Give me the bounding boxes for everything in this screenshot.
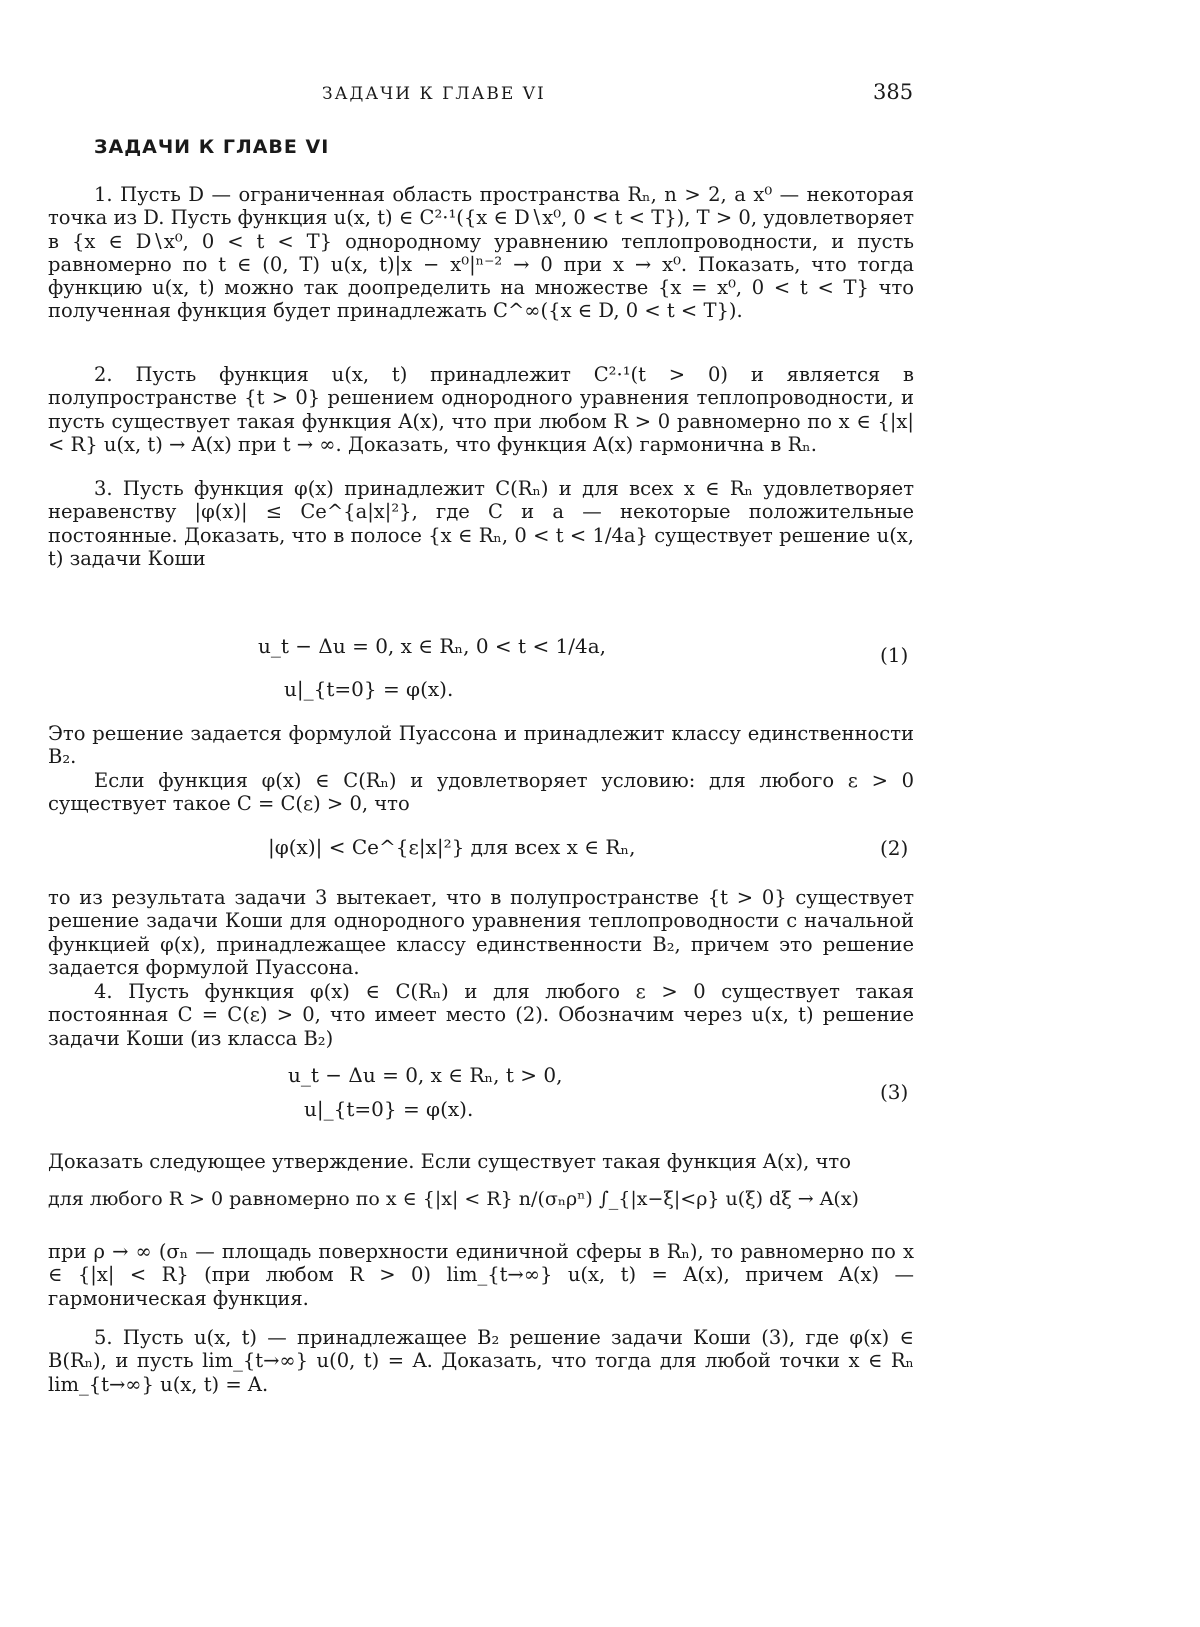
- page-number: 385: [873, 80, 913, 104]
- problem-2: 2. Пусть функция u(x, t) принадлежит C²·¹(t > 0) и является в полупространстве {t > 0} решением однородного уравнения теплопроводности, и пусть существует такая функция A(x), что при любом R > 0 равномерно по x ∈ {|x| < R} u(x, t) → A(x) при t → ∞. Доказать, что функция A(x) гармонична в Rₙ.: [48, 363, 914, 456]
- equation-1-line-1: u_t − Δu = 0, x ∈ Rₙ, 0 < t < 1/4a,: [258, 633, 606, 659]
- equation-3-number: (3): [880, 1080, 908, 1104]
- running-title: ЗАДАЧИ К ГЛАВЕ VI: [322, 84, 546, 104]
- running-header: [0, 80, 1200, 110]
- book-page: [0, 0, 1200, 1627]
- problem-4: 4. Пусть функция φ(x) ∈ C(Rₙ) и для любого ε > 0 существует такая постоянная C = C(ε) > 0, что имеет место (2). Обозначим через u(x, t) решение задачи Коши (из класса B₂): [48, 980, 914, 1050]
- problem-4-statement-3: при ρ → ∞ (σₙ — площадь поверхности единичной сферы в Rₙ), то равномерно по x ∈ {|x| < R} (при любом R > 0) lim_{t→∞} u(x, t) = A(x), причем A(x) — гармоническая функция.: [48, 1240, 914, 1310]
- problem-3-remark: Это решение задается формулой Пуассона и принадлежит классу единственности B₂.: [48, 722, 914, 769]
- equation-1-number: (1): [880, 643, 908, 667]
- problem-4-statement-1: Доказать следующее утверждение. Если существует такая функция A(x), что: [48, 1150, 914, 1173]
- section-heading: ЗАДАЧИ К ГЛАВЕ VI: [94, 136, 329, 158]
- equation-2: |φ(x)| < Ce^{ε|x|²} для всех x ∈ Rₙ,: [268, 834, 635, 860]
- problem-1: 1. Пусть D — ограниченная область пространства Rₙ, n > 2, а x⁰ — некоторая точка из D. Пусть функция u(x, t) ∈ C²·¹({x ∈ D∖x⁰, 0 < t < T}), T > 0, удовлетворяет в {x ∈ D∖x⁰, 0 < t < T} однородному уравнению теплопроводности, и пусть равномерно по t ∈ (0, T) u(x, t)|x − x⁰|ⁿ⁻² → 0 при x → x⁰. Показать, что тогда функцию u(x, t) можно так доопределить на множестве {x = x⁰, 0 < t < T} что полученная функция будет принадлежать C^∞({x ∈ D, 0 < t < T}).: [48, 183, 914, 323]
- problem-3: 3. Пусть функция φ(x) принадлежит C(Rₙ) и для всех x ∈ Rₙ удовлетворяет неравенству |φ(x)| ≤ Ce^{a|x|²}, где C и a — некоторые положительные постоянные. Доказать, что в полосе {x ∈ Rₙ, 0 < t < 1/4a} существует решение u(x, t) задачи Коши: [48, 477, 914, 570]
- problem-3-condition: Если функция φ(x) ∈ C(Rₙ) и удовлетворяет условию: для любого ε > 0 существует такое C = C(ε) > 0, что: [48, 769, 914, 816]
- equation-1-line-2: u|_{t=0} = φ(x).: [284, 676, 453, 702]
- equation-2-number: (2): [880, 836, 908, 860]
- equation-3-line-2: u|_{t=0} = φ(x).: [304, 1096, 473, 1122]
- equation-3-line-1: u_t − Δu = 0, x ∈ Rₙ, t > 0,: [288, 1062, 562, 1088]
- problem-4-statement-2: для любого R > 0 равномерно по x ∈ {|x| < R} n/(σₙρⁿ) ∫_{|x−ξ|<ρ} u(ξ) dξ → A(x): [48, 1188, 914, 1211]
- problem-5: 5. Пусть u(x, t) — принадлежащее B₂ решение задачи Коши (3), где φ(x) ∈ B(Rₙ), и пусть lim_{t→∞} u(0, t) = A. Доказать, что тогда для любой точки x ∈ Rₙ lim_{t→∞} u(x, t) = A.: [48, 1326, 914, 1396]
- problem-3-conclusion: то из результата задачи 3 вытекает, что в полупространстве {t > 0} существует решение задачи Коши для однородного уравнения теплопроводности с начальной функцией φ(x), принадлежащее классу единственности B₂, причем это решение задается формулой Пуассона.: [48, 886, 914, 979]
